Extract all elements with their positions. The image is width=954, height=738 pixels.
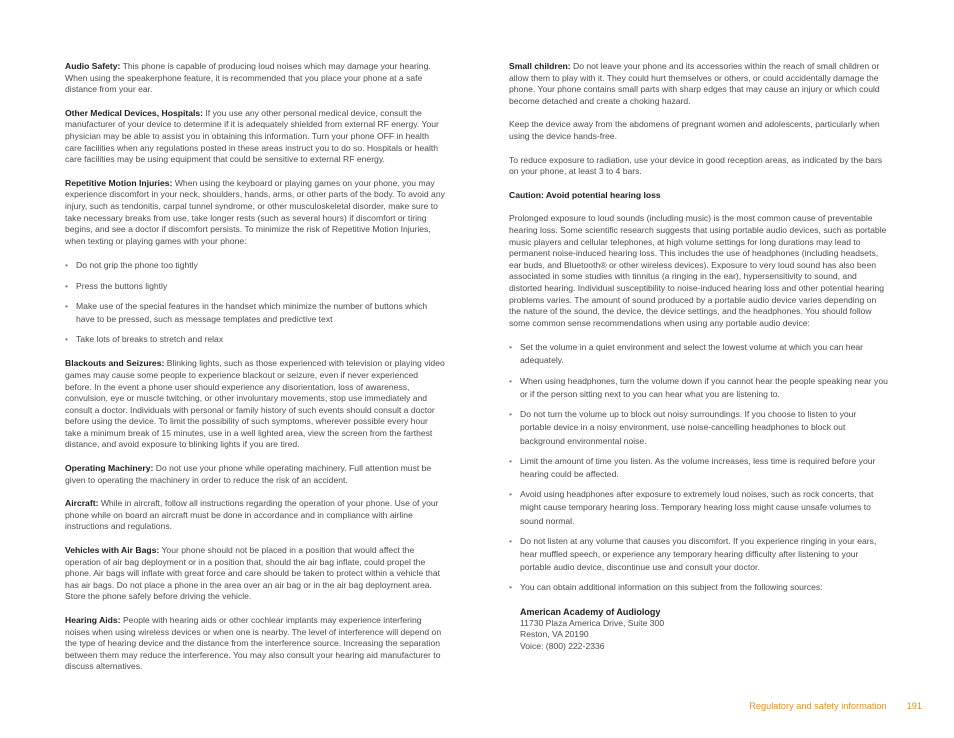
small-children-paragraph [509,61,889,107]
aircraft-term: Aircraft: [65,498,99,509]
audiology-contact [509,607,889,653]
list-item: • Limit the amount of time you listen. As the volume increases, less time is required before your hearing could be affected. [509,455,889,481]
blackouts-text: Blinking lights, such as those experienced with television or playing video games may cause some people to experience blackout or seizure, even if never experienced before. In the event a phone user should experience any disorientation, loss of awareness, convulsion, eye or muscle twitching, or other involuntary movements, stop use immediately and consult a doctor. Individuals with personal or family history of such events should consult a doctor before using the device. To limit the possibility of such symptoms, wherever possible every hour take a minimum break of 15 minutes, use in a well lighted area, view the screen from the farthest distance, and avoid exposure to blinking lights if you are tired. [65,358,445,450]
medical-devices-term: Other Medical Devices, Hospitals: [65,107,204,118]
hearing-aids-text: People with hearing aids or other cochlear implants may experience interfering noises when using wireless devices or when one is nearby. The level of interference will depend on the type of hearing device and the distance from the interference source. Increasing the separation between them may reduce the interference. You may also consult your hearing aid manufacturer to discuss alternatives. [65,615,442,672]
list-item: • You can obtain additional information on this subject from the following sources: [509,581,889,594]
org-address-line2: Reston, VA 20190 [520,629,589,640]
list-item: • Take lots of breaks to stretch and relax [65,333,445,346]
prolonged-exposure-paragraph: Prolonged exposure to loud sounds (including music) is the most common cause of preventable hearing loss. Some scientific research suggests that using portable audio devices, such as portable music players and cellular telephones, at high volume settings for long durations may lead to permanent noise-induced hearing loss. This includes the use of headphones (including headsets, ear buds, and Bluetooth® or other wireless devices). Exposure to very loud sound has also been associated in some studies with tinnitus (a ringing in the ear), hypersensitivity to sound, and distorted hearing. Individual susceptibility to noise-induced hearing loss and other potential hearing problems varies. The amount of sound produced by a portable audio device varies depending on the nature of the sound, the device, the device settings, and the headphones. You should follow some common sense recommendations when using any portable audio device: [509,213,887,328]
pregnant-paragraph: Keep the device away from the abdomens of pregnant women and adolescents, particularly when using the device hands-free. [509,119,880,141]
audio-safety-term: Audio Safety: [65,61,121,71]
audio-safety-text: This phone is capable of producing loud noises which may damage your hearing. When using the speakerphone feature, it is recommended that you place your phone at a safe distance from your ear. [65,61,431,95]
medical-devices-text: If you use any other personal medical device, consult the manufacturer of your device to determine if it is adequately shielded from external RF energy. Your physician may be able to assist you in obtaining this information. Turn your phone OFF in health care facilities when any regulations posted in these areas instruct you to do so. Hospitals or health care facilities may be using equipment that could be sensitive to external RF energy. [65,107,439,165]
audio-safety-paragraph [65,61,445,96]
list-item: • Make use of the special features in the handset which minimize the number of buttons which have to be pressed, such as message templates and predictive text [65,300,445,326]
hearing-aids-paragraph [65,615,445,673]
list-item: • Press the buttons lightly [65,280,445,293]
air-bags-text: Your phone should not be placed in a position that would affect the operation of air bag deployment or in a position that, should the air bag inflate, could propel the phone. Air bags will inflate with great force and care should be taken to protect within a vehicle that has air bags. Do not place a phone in the area over an air bag or in the air bag deployment area. Store the phone safely before driving the vehicle. [65,545,441,602]
repetitive-motion-term: Repetitive Motion Injuries: [65,177,173,188]
right-column [509,61,889,652]
list-item: • When using headphones, turn the volume down if you cannot hear the people speaking near you or if the person sitting next to you can hear what you are listening to. [509,375,889,401]
repetitive-motion-paragraph [65,178,445,248]
org-phone: Voice: (800) 222-2336 [520,640,605,651]
small-children-term: Small children: [509,61,571,71]
aircraft-paragraph [65,498,445,533]
caution-heading: Caution: Avoid potential hearing loss [509,189,661,200]
list-item: • Avoid using headphones after exposure to extremely loud noises, such as rock concerts, that might cause temporary hearing loss. Temporary hearing loss might cause unsafe volumes to sound normal. [509,488,889,528]
page-footer [749,701,922,711]
list-item: • Do not turn the volume up to block out noisy surroundings. If you choose to listen to your portable device in a noisy environment, use noise-cancelling headphones to block out background environmental noise. [509,408,889,448]
org-name: American Academy of Audiology [520,606,661,617]
air-bags-paragraph [65,545,445,603]
aircraft-text: While in aircraft, follow all instructions regarding the operation of your phone. Use of your phone while on board an aircraft must be done in accordance and in compliance with airline instructions and regulations. [65,498,439,532]
list-item: • Set the volume in a quiet environment and select the lowest volume at which you can hear adequately. [509,341,889,367]
machinery-term: Operating Machinery: [65,463,154,474]
page-number: 191 [906,701,922,711]
footer-section-title: Regulatory and safety information [749,701,887,711]
radiation-paragraph: To reduce exposure to radiation, use your device in good reception areas, as indicated by the bars on your phone, at least 3 to 4 bars. [509,154,883,177]
blackouts-paragraph [65,358,445,451]
air-bags-term: Vehicles with Air Bags: [65,545,160,556]
hearing-recommendations-list [509,341,889,594]
list-item: • Do not listen at any volume that causes you discomfort. If you experience ringing in your ears, hear muffled speech, or experience any temporary hearing difficulty after listening to your portable audio device, discontinue use and consult your doctor. [509,535,889,575]
org-address-line1: 11730 Plaza America Drive, Suite 300 [520,617,665,628]
left-column [65,61,445,685]
machinery-text: Do not use your phone while operating machinery. Full attention must be given to operating the machinery in order to reduce the risk of an accident. [65,463,432,485]
small-children-text: Do not leave your phone and its accessories within the reach of small children or allow them to play with it. They could hurt themselves or others, or could accidentally damage the phone. Your phone contains small parts with sharp edges that may cause an injury or which could become detached and create a choking hazard. [509,61,880,106]
repetitive-motion-list [65,259,445,346]
repetitive-motion-text: When using the keyboard or playing games on your phone, you may experience discomfort in your neck, shoulders, hands, arms, or other parts of the body. To avoid any injury, such as tendonitis, carpal tunnel syndrome, or other musculoskeletal disorder, make sure to take necessary breaks from use, take longer rests (such as several hours) if discomfort or tiring begins, and see a doctor if discomfort persists. To minimize the risk of Repetitive Motion Injuries, when texting or playing games with your phone: [65,177,445,246]
medical-devices-paragraph [65,108,445,166]
machinery-paragraph [65,463,445,486]
hearing-aids-term: Hearing Aids: [65,615,121,626]
list-item: • Do not grip the phone too tightly [65,259,445,272]
blackouts-term: Blackouts and Seizures: [65,358,165,369]
